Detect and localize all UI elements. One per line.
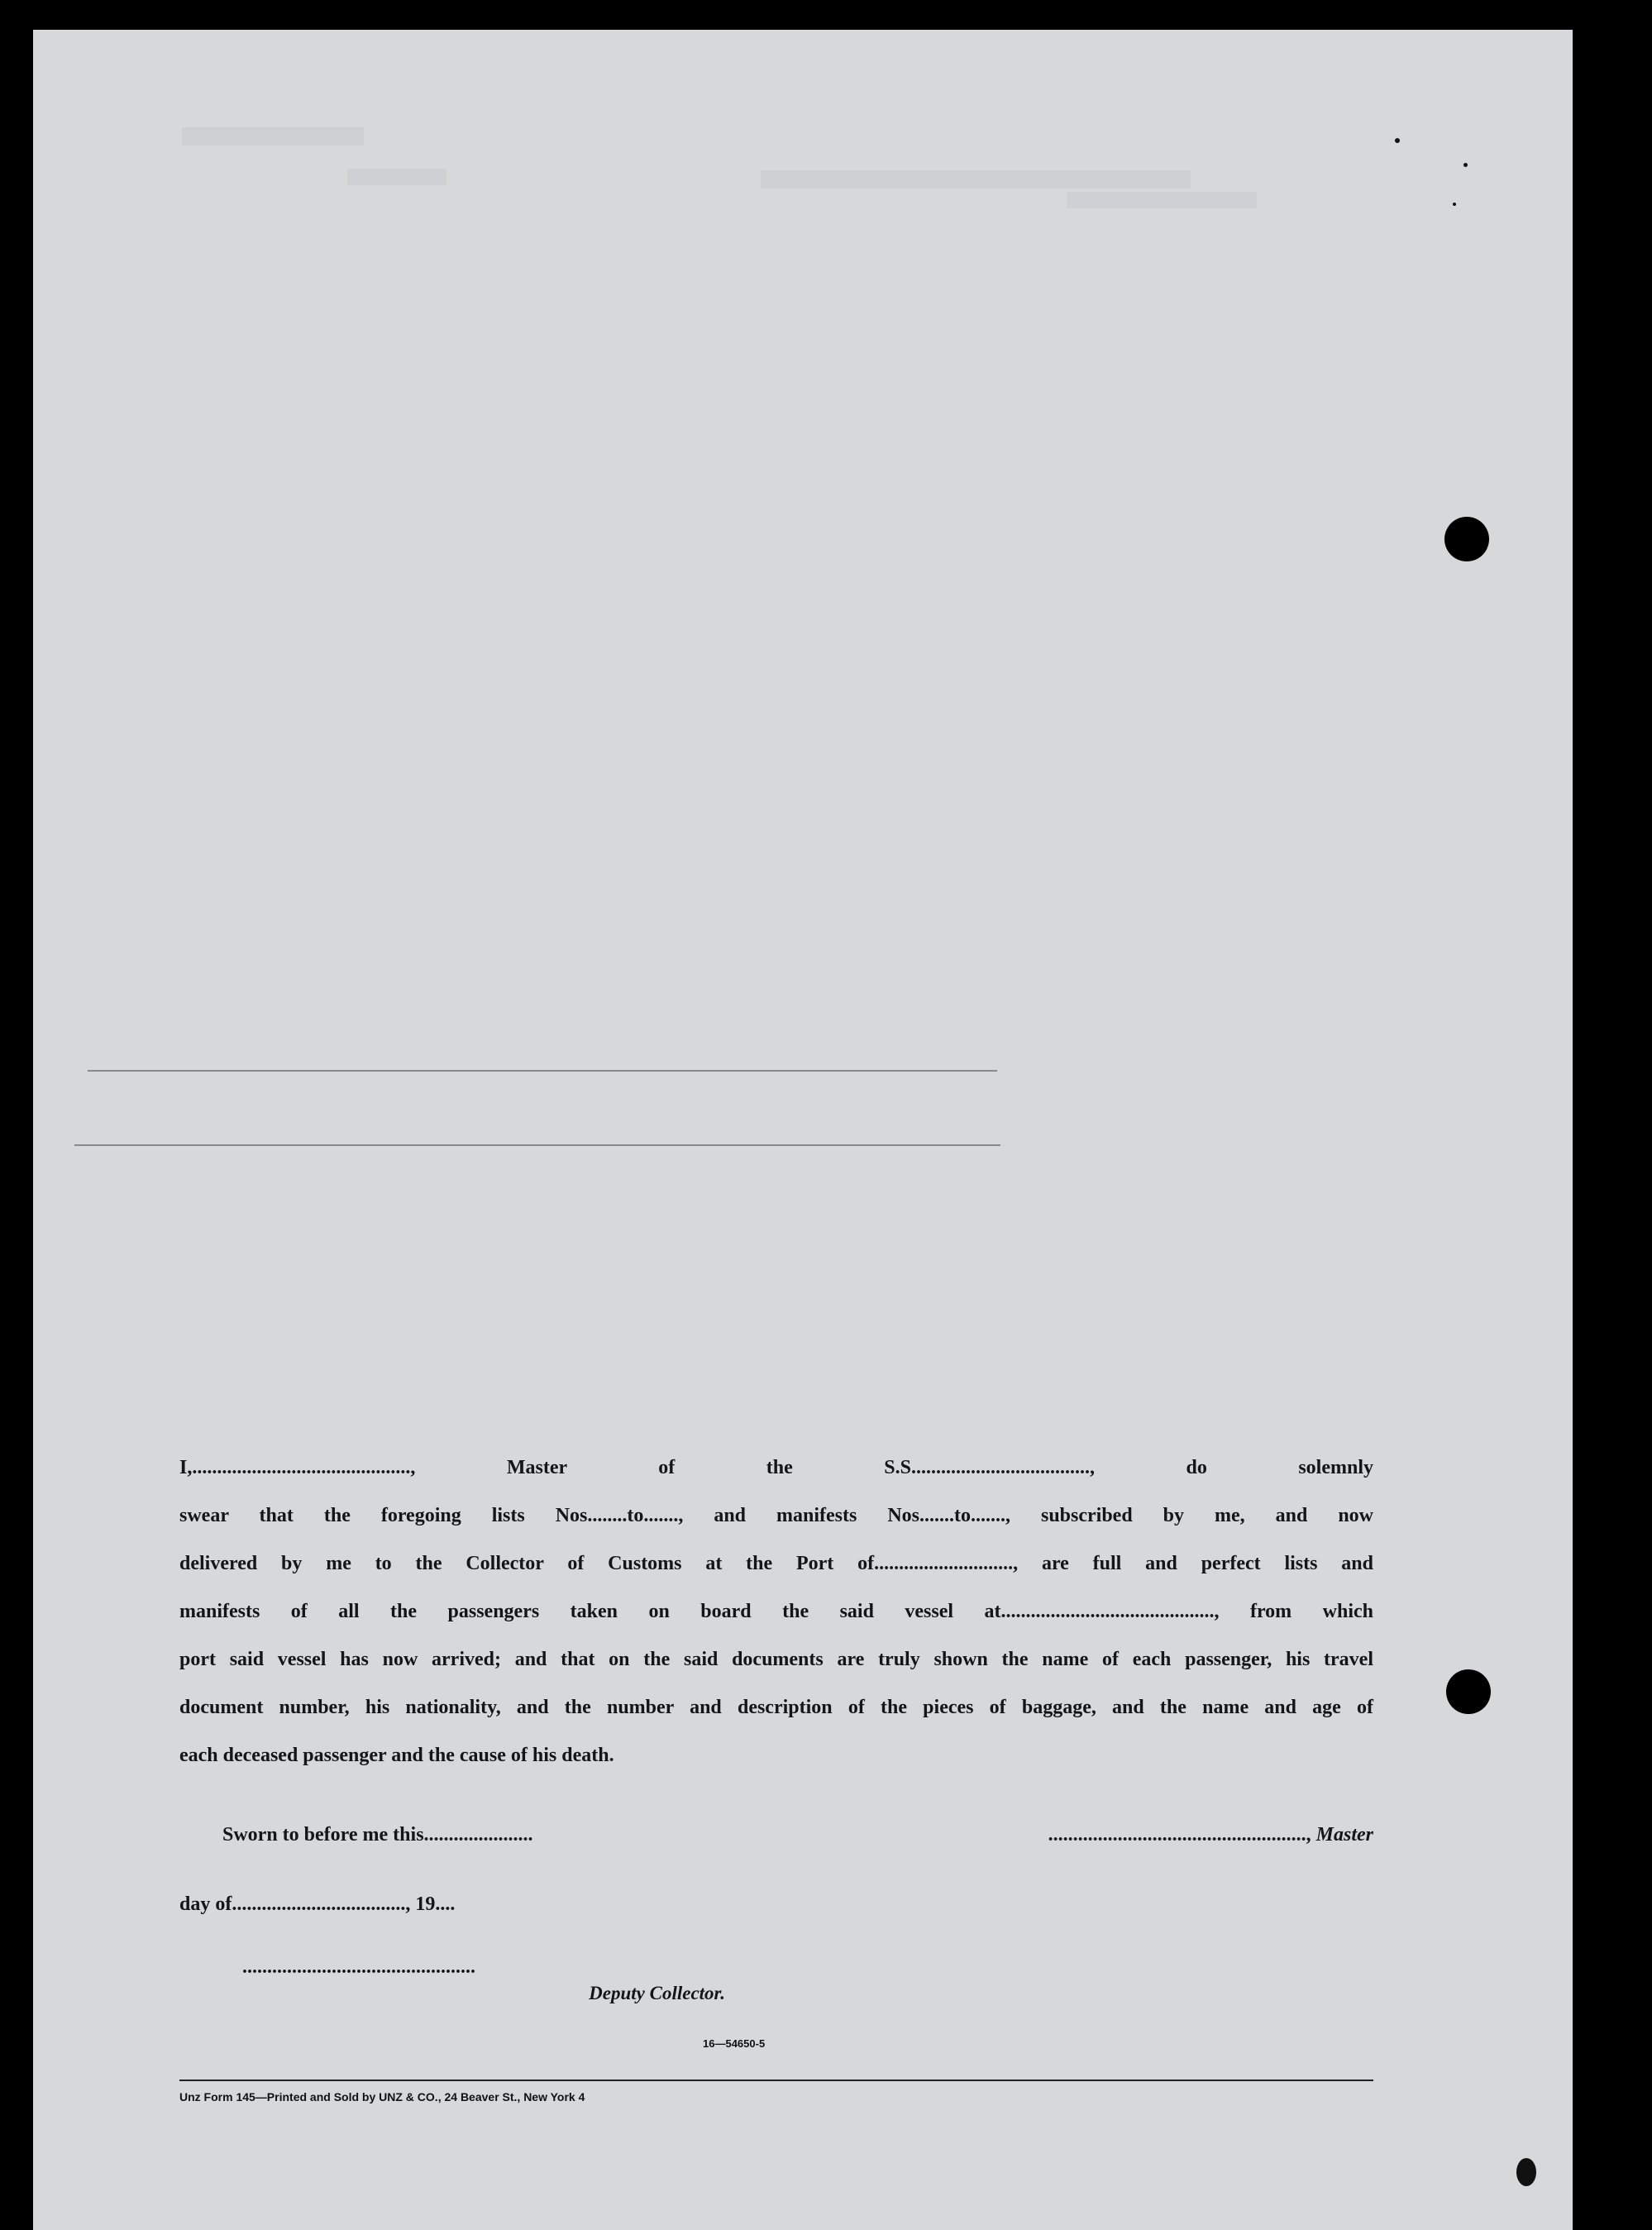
strike-line-1 xyxy=(88,1070,997,1072)
footer-imprint: Unz Form 145—Printed and Sold by UNZ & CO., 24 Beaver St., New York 4 xyxy=(179,2090,585,2103)
master-dots: ...................................................., xyxy=(1048,1824,1316,1846)
deputy-dots: ............................................... xyxy=(242,1956,475,1978)
punch-hole-top xyxy=(1444,517,1489,561)
speck xyxy=(1453,203,1456,206)
oath-line-1: I,............................................, Master of the S.S...................................., do solemnly xyxy=(179,1457,1373,1478)
strike-line-2 xyxy=(74,1144,1000,1146)
master-signature-line xyxy=(864,1824,1373,1846)
day-of-line: day of..................................., 19.... xyxy=(179,1893,456,1915)
master-label: Master xyxy=(1315,1824,1373,1846)
oath-line-2: swear that the foregoing lists Nos........to......., and manifests Nos.......to......., subscribed by me, and now xyxy=(179,1505,1373,1526)
oath-line-4: manifests of all the passengers taken on board the said vessel at..........................................., from which xyxy=(179,1601,1373,1622)
oath-line-5: port said vessel has now arrived; and that on the said documents are truly shown the name of each passenger, his travel xyxy=(179,1649,1373,1670)
form-number: 16—54650-5 xyxy=(703,2037,766,2050)
sworn-label: Sworn to before me this...................... xyxy=(222,1824,533,1846)
speck xyxy=(1395,138,1400,143)
oath-line-7: each deceased passenger and the cause of his death. xyxy=(179,1745,614,1766)
manifest-page xyxy=(33,30,1573,2230)
oath-line-3: delivered by me to the Collector of Customs at the Port of............................, are full and perfect lists and xyxy=(179,1553,1373,1574)
oath-line-6: document number, his nationality, and the number and description of the pieces of baggage, and the name and age of xyxy=(179,1697,1373,1718)
deputy-collector-label: Deputy Collector. xyxy=(589,1983,725,2003)
speck xyxy=(1463,163,1468,167)
footer-rule xyxy=(179,2080,1373,2081)
punch-hole-bottom xyxy=(1446,1669,1491,1714)
speck xyxy=(1516,2158,1536,2186)
